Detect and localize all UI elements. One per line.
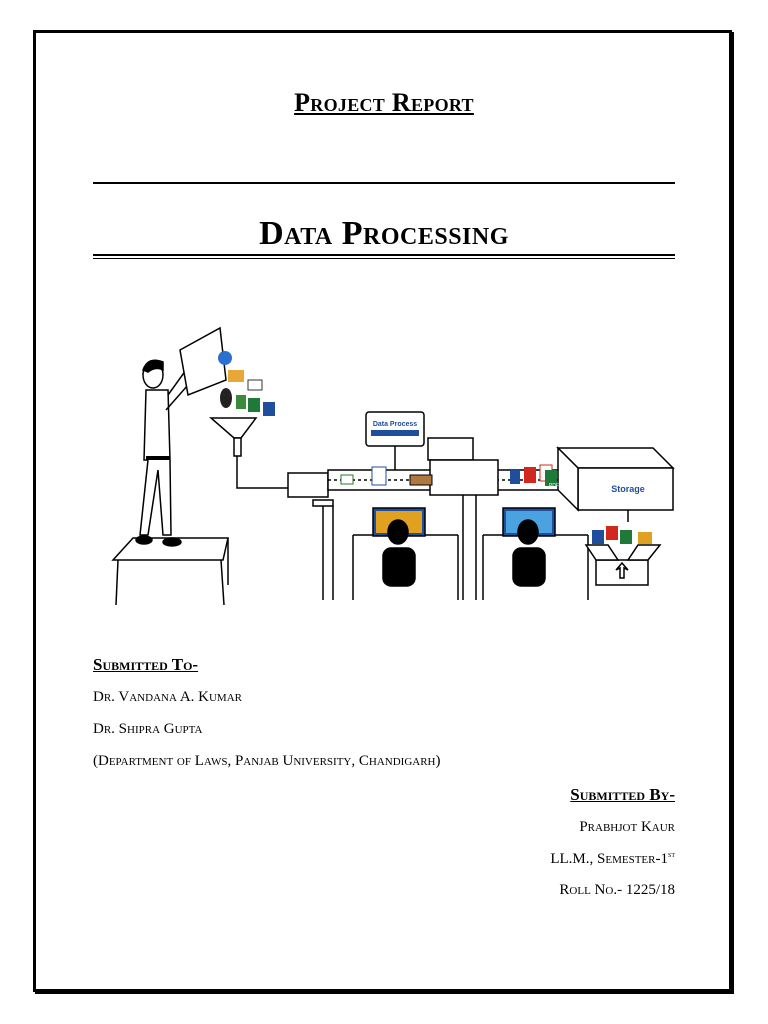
platform-icon (113, 538, 228, 605)
data-process-label: Data Process (372, 421, 418, 428)
report-title: Project Report (294, 88, 474, 117)
data-processing-illustration (108, 320, 678, 610)
chart-icon (638, 532, 652, 544)
submitted-to-heading: Submitted To- (93, 655, 199, 674)
folder-icon (228, 370, 244, 382)
storage-label: Storage (611, 484, 645, 494)
pdf-label: PDF (549, 483, 559, 489)
box-icon (586, 545, 660, 585)
divider-bottom (93, 254, 675, 256)
submitted-to-name-1: Dr. Vandana A. Kumar (93, 689, 242, 705)
funnel-icon (211, 418, 288, 488)
roll-number: Roll No.- 1225/18 (559, 882, 675, 898)
submitted-by-heading: Submitted By- (570, 785, 675, 804)
divider-bottom-thin (93, 258, 675, 259)
course-text: LL.M., Semester-1 (550, 851, 668, 867)
divider-top (93, 182, 675, 184)
mail-icon (248, 380, 262, 390)
course-superscript: st (667, 850, 675, 859)
globe-icon (218, 351, 232, 365)
main-title: Data Processing (259, 215, 509, 252)
workstation-1 (353, 508, 458, 600)
database-icon (220, 388, 232, 408)
word-icon (263, 402, 275, 416)
student-name: Prabhjot Kaur (579, 819, 675, 835)
document-icon (236, 395, 246, 409)
workstation-2 (483, 508, 588, 600)
excel-icon (248, 398, 260, 412)
department: (Department of Laws, Panjab University, Chandigarh) (93, 753, 441, 769)
pdf-icon (524, 467, 536, 483)
course-semester (550, 850, 675, 868)
submitted-to-name-2: Dr. Shipra Gupta (93, 721, 203, 737)
